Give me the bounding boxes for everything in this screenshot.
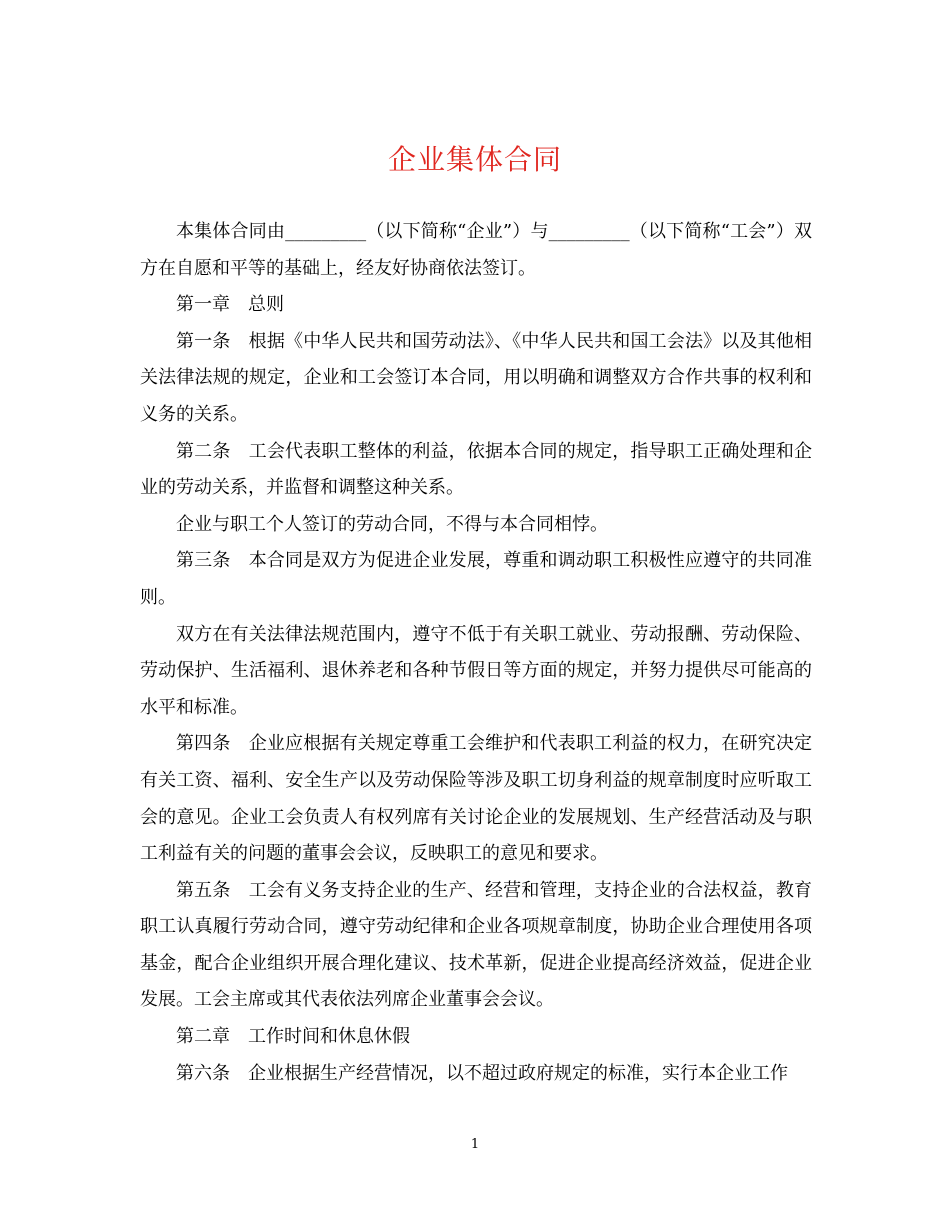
document-title: 企业集体合同 [387,143,562,176]
intro-paragraph: 本集体合同由_________（以下简称“企业”）与_________（以下简称“工会”）双方在自愿和平等的基础上，经友好协商依法签订。 [140,221,812,279]
article-3-detail-paragraph: 双方在有关法律法规范围内，遵守不低于有关职工就业、劳动报酬、劳动保险、劳动保护、生活福利、退休养老和各种节假日等方面的规定，并努力提供尽可能高的水平和标准。 [140,623,812,718]
page-number: 1 [470,1137,480,1152]
article-3-paragraph: 第三条 本合同是双方为促进企业发展，尊重和调动职工积极性应遵守的共同准则。 [140,550,812,608]
chapter-1-heading: 第一章 总则 [176,294,284,316]
article-2-paragraph: 第二条 工会代表职工整体的利益，依据本合同的规定，指导职工正确处理和企业的劳动关系，并监督和调整这种关系。 [140,440,812,499]
article-1-paragraph: 第一条 根据《中华人民共和国劳动法》、《中华人民共和国工会法》以及其他相关法律法规的规定，企业和工会签订本合同，用以明确和调整双方合作共事的权利和义务的关系。 [140,330,812,425]
chapter-2-heading: 第二章 工作时间和休息休假 [176,1026,410,1048]
article-5-paragraph: 第五条 工会有义务支持企业的生产、经营和管理，支持企业的合法权益，教育职工认真履行劳动合同，遵守劳动纪律和企业各项规章制度，协助企业合理使用各项基金，配合企业组织开展合理化建议、技术革新，促进企业提高经济效益，促进企业发展。工会主席或其代表依法列席企业董事会会议。 [140,879,812,1011]
article-6-paragraph: 第六条 企业根据生产经营情况，以不超过政府规定的标准，实行本企业工作 [176,1062,788,1084]
document-body [140,214,812,1092]
article-2-note-paragraph: 企业与职工个人签订的劳动合同，不得与本合同相悖。 [176,513,608,535]
article-4-paragraph: 第四条 企业应根据有关规定尊重工会维护和代表职工利益的权力，在研究决定有关工资、福利、安全生产以及劳动保险等涉及职工切身利益的规章制度时应听取工会的意见。企业工会负责人有权列席有关讨论企业的发展规划、生产经营活动及与职工利益有关的问题的董事会会议，反映职工的意见和要求。 [140,733,812,865]
